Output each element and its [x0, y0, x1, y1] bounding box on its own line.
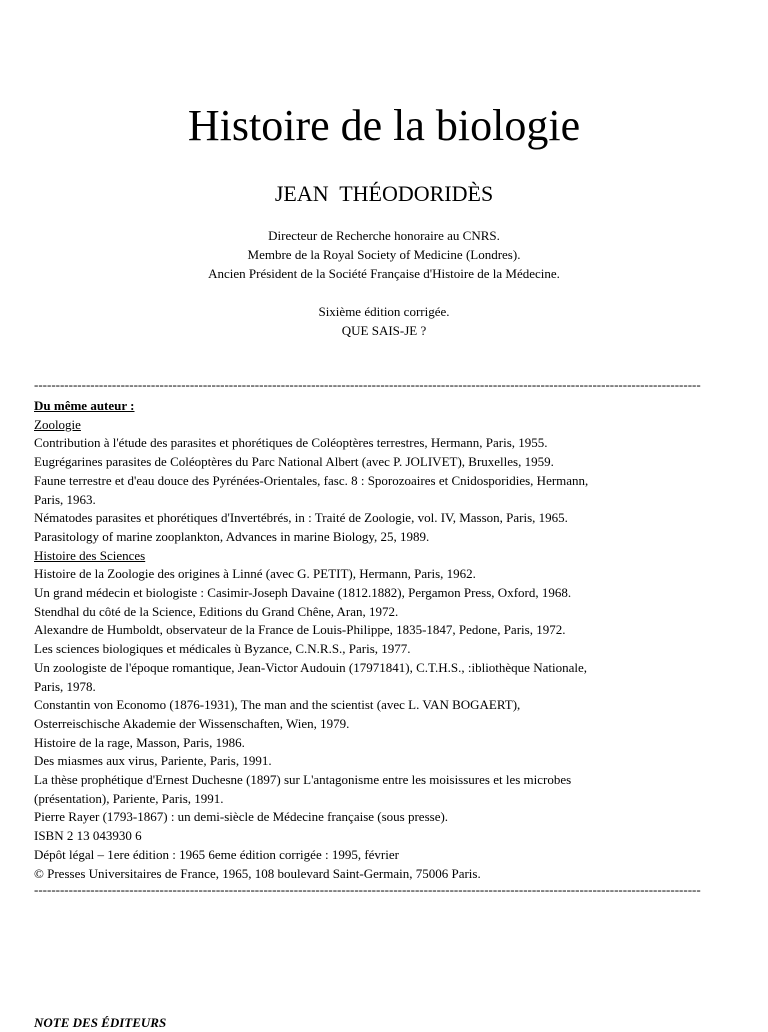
- bibliography-entry: (présentation), Pariente, Paris, 1991.: [34, 790, 224, 806]
- author-affiliations: [0, 226, 768, 283]
- affiliation-line: Directeur de Recherche honoraire au CNRS.: [268, 228, 500, 243]
- bibliography-entry: Des miasmes aux virus, Pariente, Paris, 1991.: [34, 753, 272, 769]
- bibliography-entry: Alexandre de Humboldt, observateur de la France de Louis-Philippe, 1835-1847, Pedone, Paris, 1972.: [34, 622, 566, 638]
- bibliography-entry: La thèse prophétique d'Ernest Duchesne (1897) sur L'antagonisme entre les moisissures et les microbes: [34, 772, 572, 788]
- bibliography-entry: Les sciences biologiques et médicales ù Byzance, C.N.R.S., Paris, 1977.: [34, 641, 411, 657]
- bibliography-entry: Paris, 1978.: [34, 678, 96, 694]
- bibliography-entry: Nématodes parasites et phorétiques d'Invertébrés, in : Traité de Zoologie, vol. IV, Masson, Paris, 1965.: [34, 510, 568, 526]
- depot-legal: Dépôt légal – 1ere édition : 1965 6eme édition corrigée : 1995, février: [34, 846, 399, 862]
- bibliography-entry: Eugrégarines parasites de Coléoptères du Parc National Albert (avec P. JOLIVET), Bruxelles, 1959.: [34, 454, 554, 470]
- bibliography-entry: Histoire de la Zoologie des origines à Linné (avec G. PETIT), Hermann, Paris, 1962.: [34, 566, 476, 582]
- bibliography-entry: Paris, 1963.: [34, 491, 96, 507]
- edition-note: Sixième édition corrigée.: [318, 304, 450, 319]
- copyright: © Presses Universitaires de France, 1965, 108 boulevard Saint-Germain, 75006 Paris.: [34, 865, 481, 881]
- separator-bottom: ----------------------------------------------------------------------------------------------------------------------------------------------------------: [34, 882, 701, 897]
- du-meme-auteur-heading: Du même auteur :: [34, 398, 135, 413]
- book-title: Histoire de la biologie: [187, 101, 581, 150]
- bibliography-entry: Faune terrestre et d'eau douce des Pyrénées-Orientales, fasc. 8 : Sporozoaires et Cnidosporidies, Hermann,: [34, 472, 589, 488]
- bibliography-entry: Histoire de la rage, Masson, Paris, 1986.: [34, 734, 245, 750]
- isbn: ISBN 2 13 043930 6: [34, 828, 142, 844]
- bibliography-entry: Stendhal du côté de la Science, Editions du Grand Chêne, Aran, 1972.: [34, 603, 399, 619]
- bibliography-entry: Un zoologiste de l'époque romantique, Jean-Victor Audouin (17971841), C.T.H.S., :ibliothèque Nationale,: [34, 659, 587, 675]
- affiliation-line: Ancien Président de la Société Française d'Histoire de la Médecine.: [208, 266, 560, 281]
- bibliography-entry: Parasitology of marine zooplankton, Advances in marine Biology, 25, 1989.: [34, 528, 430, 544]
- author-name: JEAN THÉODORIDÈS: [274, 181, 494, 206]
- bibliography-entry: Osterreischische Akademie der Wissenschaften, Wien, 1979.: [34, 715, 350, 731]
- bibliography-entry: Un grand médecin et biologiste : Casimir-Joseph Davaine (1812.1882), Pergamon Press, Oxford, 1968.: [34, 585, 572, 601]
- note-heading: NOTE DES ÉDITEURS: [34, 1015, 167, 1030]
- zoologie-heading: Zoologie: [34, 416, 81, 432]
- histoire-heading: Histoire des Sciences: [34, 547, 146, 563]
- separator-top: ----------------------------------------------------------------------------------------------------------------------------------------------------------: [34, 377, 701, 392]
- affiliation-line: Membre de la Royal Society of Medicine (Londres).: [247, 247, 521, 262]
- bibliography-entry: Pierre Rayer (1793-1867) : un demi-siècle de Médecine française (sous presse).: [34, 809, 449, 825]
- bibliography-entry: Contribution à l'étude des parasites et phorétiques de Coléoptères terrestres, Hermann, Paris, 1955.: [34, 435, 548, 451]
- series-name: QUE SAIS-JE ?: [341, 323, 427, 338]
- bibliography-entry: Constantin von Economo (1876-1931), The man and the scientist (avec L. VAN BOGAERT),: [34, 697, 521, 713]
- bibliography: [34, 397, 738, 883]
- edition-block: [0, 302, 768, 340]
